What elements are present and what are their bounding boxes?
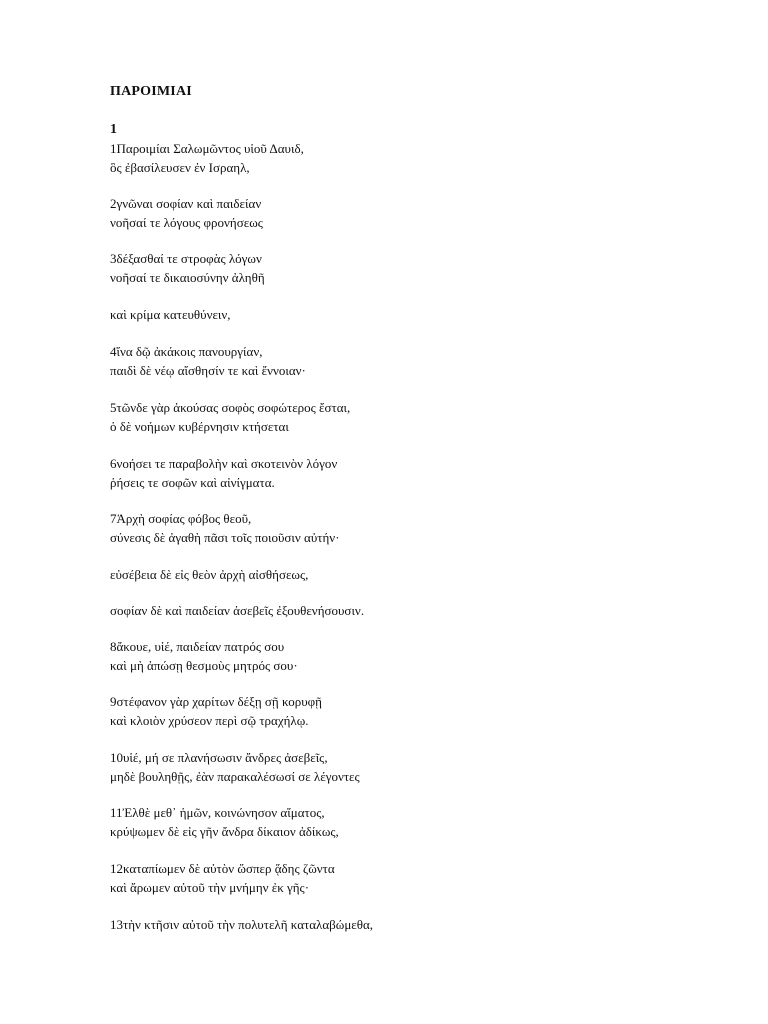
verse-line: 11Ἐλθὲ μεθ᾽ ἡμῶν, κοινώνησον αἵματος,	[110, 805, 325, 820]
verse-line: 6νοήσει τε παραβολὴν καὶ σκοτεινὸν λόγον	[110, 456, 338, 471]
verse-line: ὃς ἐβασίλευσεν ἐν Ισραηλ,	[110, 160, 250, 175]
verse-line: 10υἱέ, μή σε πλανήσωσιν ἄνδρες ἀσεβεῖς,	[110, 750, 328, 765]
chapter-number: 1	[110, 122, 117, 137]
verse-line: καὶ κρίμα κατευθύνειν,	[110, 307, 231, 322]
verse-line: 2γνῶναι σοφίαν καὶ παιδείαν	[110, 196, 262, 211]
verse-line: καὶ μὴ ἀπώσῃ θεσμοὺς μητρός σου·	[110, 658, 298, 673]
verse-line: σύνεσις δὲ ἀγαθὴ πᾶσι τοῖς ποιοῦσιν αὐτήν·	[110, 530, 340, 545]
verse-line: καὶ ἄρωμεν αὐτοῦ τὴν μνήμην ἐκ γῆς·	[110, 880, 310, 895]
verse-line: 8ἄκουε, υἱέ, παιδείαν πατρός σου	[110, 639, 285, 654]
verse-line: νοῆσαί τε λόγους φρονήσεως	[110, 215, 263, 230]
verse-line: εὐσέβεια δὲ εἰς θεὸν ἀρχὴ αἰσθήσεως,	[110, 567, 309, 582]
verse-line: 7Ἀρχὴ σοφίας φόβος θεοῦ,	[110, 511, 252, 526]
verse-line: ὁ δὲ νοήμων κυβέρνησιν κτήσεται	[110, 419, 289, 434]
verse-line: 12καταπίωμεν δὲ αὐτὸν ὥσπερ ᾅδης ζῶντα	[110, 861, 335, 876]
verse-line: παιδὶ δὲ νέῳ αἴσθησίν τε καὶ ἔννοιαν·	[110, 363, 306, 378]
verse-line: 9στέφανον γὰρ χαρίτων δέξῃ σῇ κορυφῇ	[110, 694, 322, 709]
document-title: ΠΑΡΟΙΜΙΑΙ	[110, 84, 192, 99]
verse-line: σοφίαν δὲ καὶ παιδείαν ἀσεβεῖς ἐξουθενήσουσιν.	[110, 603, 365, 618]
verse-line: ῥήσεις τε σοφῶν καὶ αἰνίγματα.	[110, 475, 275, 490]
verse-line: 3δέξασθαί τε στροφὰς λόγων	[110, 251, 262, 266]
verse-line: μηδὲ βουληθῇς, ἐὰν παρακαλέσωσί σε λέγοντες	[110, 769, 360, 784]
verse-line: καὶ κλοιὸν χρύσεον περὶ σῷ τραχήλῳ.	[110, 713, 309, 728]
verse-line: νοῆσαί τε δικαιοσύνην ἀληθῆ	[110, 270, 265, 285]
verse-line: 5τῶνδε γὰρ ἀκούσας σοφὸς σοφώτερος ἔσται,	[110, 400, 351, 415]
verse-line: κρύψωμεν δὲ εἰς γῆν ἄνδρα δίκαιον ἀδίκως,	[110, 824, 339, 839]
verse-line: 1Παροιμίαι Σαλωμῶντος υἱοῦ Δαυιδ,	[110, 141, 304, 156]
verse-line: 13τὴν κτῆσιν αὐτοῦ τὴν πολυτελῆ καταλαβώμεθα,	[110, 917, 374, 932]
verse-line: 4ἵνα δῷ ἀκάκοις πανουργίαν,	[110, 344, 263, 359]
